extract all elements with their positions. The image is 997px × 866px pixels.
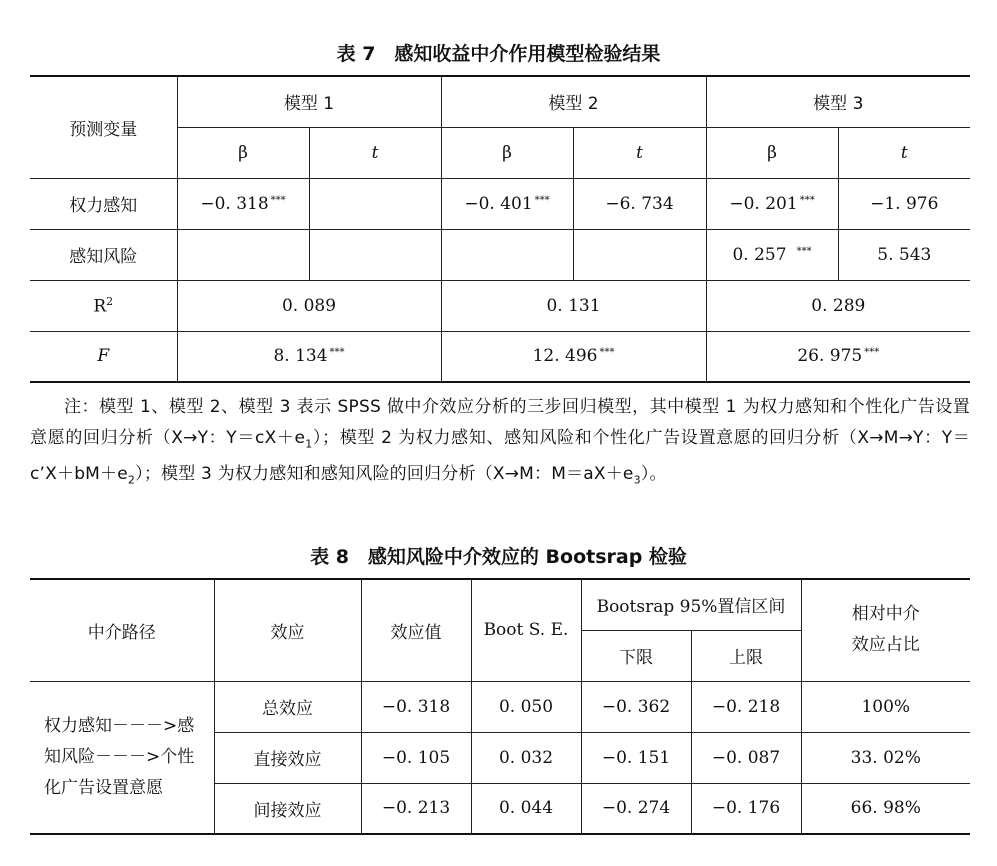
cell: 12. 496 ***	[441, 331, 706, 382]
cell: 5. 543	[838, 229, 970, 280]
table8-caption: 表 8 感知风险中介效应的 Bootsrap 检验	[310, 546, 687, 568]
significance-mark: ***	[796, 245, 812, 257]
table8	[30, 578, 970, 835]
upper-header: 上限	[691, 630, 801, 681]
row-label: F	[30, 331, 177, 382]
cell: −0. 151	[581, 732, 691, 783]
cell: −0. 318	[361, 681, 471, 732]
significance-mark: ***	[799, 194, 815, 206]
effect-header: 效应	[214, 579, 361, 681]
table8-header-row	[30, 579, 970, 630]
cell: 0. 050	[471, 681, 581, 732]
cell	[177, 229, 309, 280]
table-row	[30, 229, 970, 280]
cell: −0. 362	[581, 681, 691, 732]
cell: −0. 201 ***	[706, 178, 838, 229]
lower-header: 下限	[581, 630, 691, 681]
cell: −0. 087	[691, 732, 801, 783]
effect-label: 直接效应	[214, 732, 361, 783]
ratio-header: 相对中介 效应占比	[801, 579, 970, 681]
model3-header: 模型 3	[706, 76, 970, 127]
cell: −0. 274	[581, 783, 691, 834]
cell: 0. 044	[471, 783, 581, 834]
cell: 26. 975 ***	[706, 331, 970, 382]
cell: 8. 134 ***	[177, 331, 441, 382]
value-header: 效应值	[361, 579, 471, 681]
cell: −0. 176	[691, 783, 801, 834]
cell	[309, 229, 441, 280]
table-row	[30, 178, 970, 229]
cell: 0. 257 ***	[706, 229, 838, 280]
model1-header: 模型 1	[177, 76, 441, 127]
cell: −0. 401 ***	[441, 178, 573, 229]
predictor-header: 预测变量	[30, 76, 177, 178]
cell: −0. 318 ***	[177, 178, 309, 229]
t-header: t	[573, 127, 706, 178]
se-header: Boot S. E.	[471, 579, 581, 681]
table7	[30, 75, 970, 383]
cell: −6. 734	[573, 178, 706, 229]
mediation-path: 权力感知－－－>感 知风险－－－>个性 化广告设置意愿	[30, 681, 214, 834]
table7-header-row	[30, 76, 970, 127]
significance-mark: ***	[599, 347, 615, 359]
table-row	[30, 681, 970, 732]
effect-label: 总效应	[214, 681, 361, 732]
cell: −1. 976	[838, 178, 970, 229]
beta-header: β	[706, 127, 838, 178]
table7-caption: 表 7 感知收益中介作用模型检验结果	[336, 43, 661, 65]
cell	[441, 229, 573, 280]
cell: 0. 131	[441, 280, 706, 331]
cell: 33. 02%	[801, 732, 970, 783]
cell	[309, 178, 441, 229]
model2-header: 模型 2	[441, 76, 706, 127]
t-header: t	[838, 127, 970, 178]
significance-mark: ***	[329, 347, 345, 359]
t-header: t	[309, 127, 441, 178]
cell: −0. 105	[361, 732, 471, 783]
cell: −0. 218	[691, 681, 801, 732]
effect-label: 间接效应	[214, 783, 361, 834]
significance-mark: ***	[270, 194, 286, 206]
path-header: 中介路径	[30, 579, 214, 681]
table7-note: 注：模型 1、模型 2、模型 3 表示 SPSS 做中介效应分析的三步回归模型，其中模型 1 为权力感知和个性化广告设置意愿的回归分析（X→Y：$Y=cX+e_1$）；模型 2 为权力感知、感知风险和个性化广告设置意愿的回归分析（X→M→Y：$Y=c’X+bM+e_2$）；模型 3 为权力感知和感知风险的回归分析（X→M：$M=aX+e_3$）。	[30, 397, 970, 487]
row-label: $R^2$	[30, 280, 177, 331]
cell: 66. 98%	[801, 783, 970, 834]
cell: 0. 089	[177, 280, 441, 331]
ci-header: Bootsrap 95%置信区间	[581, 579, 801, 630]
cell: 0. 032	[471, 732, 581, 783]
cell	[573, 229, 706, 280]
significance-mark: ***	[534, 194, 550, 206]
significance-mark: ***	[864, 347, 880, 359]
table-row	[30, 280, 970, 331]
cell: −0. 213	[361, 783, 471, 834]
cell: 100%	[801, 681, 970, 732]
row-label: 权力感知	[30, 178, 177, 229]
table-row	[30, 331, 970, 382]
beta-header: β	[441, 127, 573, 178]
cell: 0. 289	[706, 280, 970, 331]
beta-header: β	[177, 127, 309, 178]
row-label: 感知风险	[30, 229, 177, 280]
